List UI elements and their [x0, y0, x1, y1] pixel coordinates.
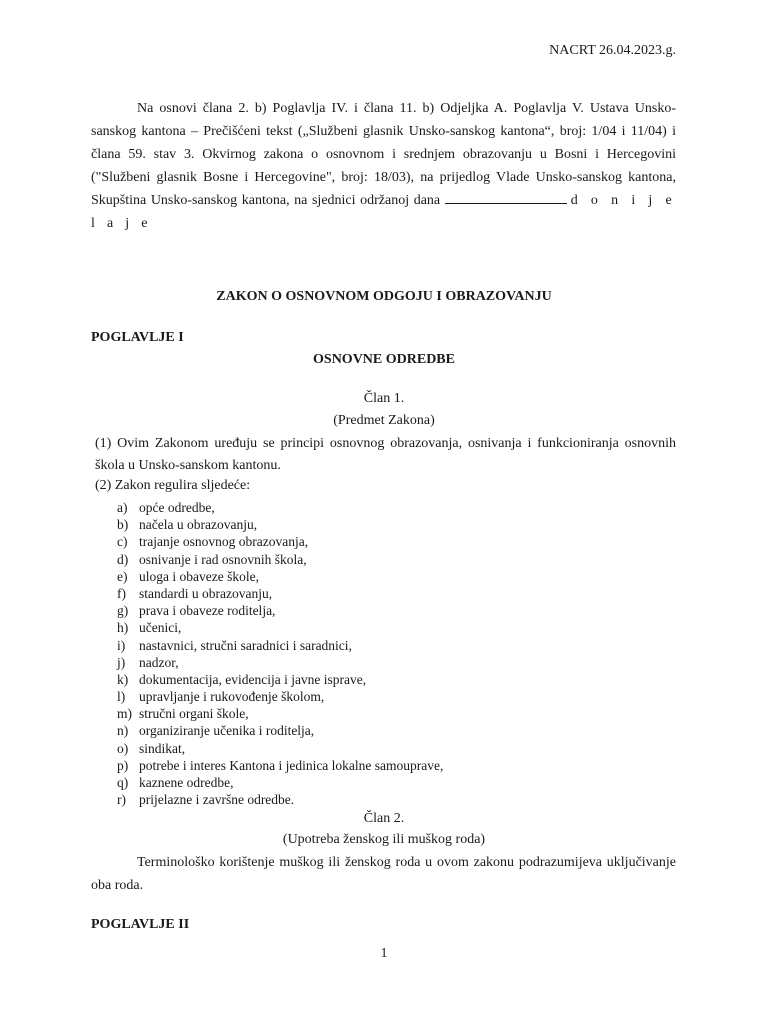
list-item: c) trajanje osnovnog obrazovanja,	[117, 534, 309, 550]
list-item: h) učenici,	[117, 620, 182, 636]
preamble-paragraph	[91, 97, 676, 235]
list-item: o) sindikat,	[117, 740, 186, 756]
list-item: i) nastavnici, stručni saradnici i saradnici,	[117, 637, 352, 653]
list-item: q) kaznene odredbe,	[117, 775, 234, 790]
list-item: l) upravljanje i rukovođenje školom,	[117, 689, 325, 705]
law-title: ZAKON O OSNOVNOM ODGOJU I OBRAZOVANJU	[216, 289, 552, 304]
article-1-paragraph-2: (2) Zakon regulira sljedeće:	[95, 478, 251, 493]
article-1-list	[117, 499, 443, 808]
article-2-subject: (Upotreba ženskog ili muškog roda)	[282, 832, 486, 847]
enacted-text: d o n i j e l a j e	[91, 193, 677, 231]
article-2-number: Član 2.	[363, 811, 405, 826]
page-number: 1	[380, 946, 388, 961]
chapter-1-label: POGLAVLJE I	[91, 330, 184, 345]
article-1-paragraph-1: (1) Ovim Zakonom uređuju se principi osnovnog obrazovanja, osnivanja i funkcioniranja osnovnih škola u Unsko-sanskom kantonu.	[95, 436, 676, 473]
chapter-1-title: OSNOVNE ODREDBE	[313, 352, 455, 367]
article-1-number: Član 1.	[363, 391, 405, 406]
list-item: r) prijelazne i završne odredbe.	[117, 792, 295, 808]
list-item: b) načela u obrazovanju,	[117, 517, 258, 533]
preamble-text: Na osnovi člana 2. b) Poglavlja IV. i člana 11. b) Odjeljka A. Poglavlja V. Ustava Unsko-sanskog kantona – Prečišćeni tekst („Službeni glasnik Unsko-sanskog kantona“, broj: 1/04 i 11/04) i člana 59. stav 3. Okvirnog zakona o osnovnom i srednjem obrazovanju u Bosni i Hercegovini ("Službeni glasnik Bosne i Hercegovine", broj: 18/03), na prijedlog Vlade Unsko-sanskog kantona, Skupština Unsko-sanskog kantona, na sjednici održanoj dana	[91, 101, 676, 208]
list-item: e) uloga i obaveze škole,	[117, 568, 259, 584]
list-item: n) organiziranje učenika i roditelja,	[117, 723, 315, 739]
list-item: g) prava i obaveze roditelja,	[117, 603, 276, 619]
chapter-2-label: POGLAVLJE II	[91, 917, 190, 932]
list-item: p) potrebe i interes Kantona i jedinica lokalne samouprave,	[117, 757, 444, 773]
article-2-paragraph: Terminološko korištenje muškog ili ženskog roda u ovom zakonu podrazumijeva uključivanje oba roda.	[91, 855, 676, 893]
list-item: f) standardi u obrazovanju,	[117, 585, 273, 601]
date-blank-line	[445, 190, 567, 204]
article-1-subject: (Predmet Zakona)	[333, 413, 435, 428]
list-item: a) opće odredbe,	[117, 500, 215, 515]
list-item: k) dokumentacija, evidencija i javne isprave,	[117, 671, 367, 687]
list-item: d) osnivanje i rad osnovnih škola,	[117, 551, 307, 567]
list-item: j) nadzor,	[117, 654, 179, 670]
draft-date-label: NACRT 26.04.2023.g.	[549, 43, 676, 58]
list-item: m) stručni organi škole,	[117, 706, 249, 722]
